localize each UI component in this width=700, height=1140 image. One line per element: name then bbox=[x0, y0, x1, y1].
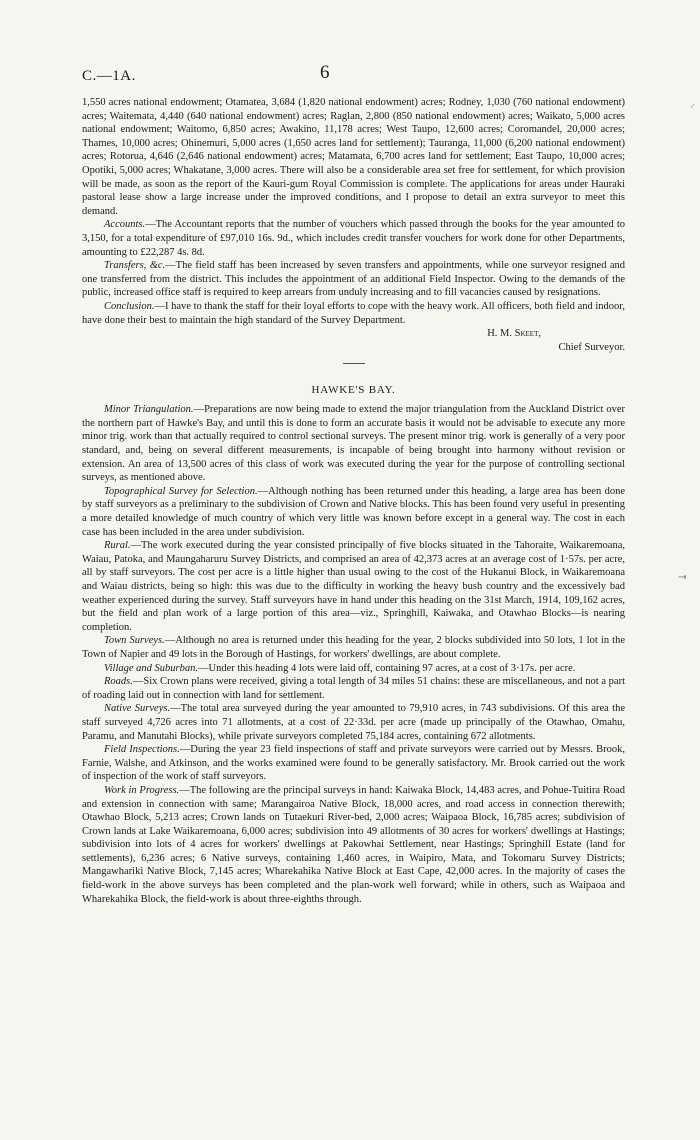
field-inspections-heading: Field Inspections. bbox=[104, 744, 180, 756]
conclusion-text: —I have to thank the staff for their loyal efforts to cope with the heavy work. All officers, both field and indoor, have done their best to maintain the high standard of the Survey Department. bbox=[82, 300, 625, 326]
margin-mark-top: ⸝ bbox=[690, 99, 695, 110]
paragraph-field-inspections bbox=[82, 743, 625, 784]
topographical-heading: Topographical Survey for Selection. bbox=[104, 485, 258, 497]
roads-heading: Roads. bbox=[104, 676, 133, 688]
native-surveys-heading: Native Surveys. bbox=[104, 703, 171, 715]
page-number: 6 bbox=[320, 62, 330, 83]
topographical-text: —Although nothing has been returned under this heading, a large area has been done by staff surveyors as a preliminary to the subdivision of Crown and Native blocks. This has been found very useful in presenting a more detailed knowledge of much country of which very little was known before except in a general way. The cost in each case has been included in the area under subdivision. bbox=[82, 485, 626, 538]
transfers-text: —The field staff has been increased by seven transfers and appointments, while one surveyor resigned and one transferred from the district. This includes the appointment of an additional Field Inspector. Owing to the demands of the public, increased office staff is required to keep arrears from unduly increasing and to fill vacancies caused by resignations. bbox=[82, 260, 626, 299]
native-surveys-text: —The total area surveyed during the year amounted to 79,910 acres, in 743 subdivisions. Of this area the staff surveyed 4,726 acres into 71 allotments, at a cost of 22·33d. per acre (made up principally of the Otawhao, Omahu, Paramu, and Manutahi Blocks), while private surveyors completed 75,184 acres, containing 672 allotments. bbox=[82, 703, 626, 742]
paragraph-village-suburban bbox=[82, 662, 625, 676]
roads-text: —Six Crown plans were received, giving a total length of 34 miles 51 chains: these are miscellaneous, and not a part of roading laid out in connection with land for settlement. bbox=[82, 676, 625, 701]
accounts-text: —The Accountant reports that the number of vouchers which passed through the books for the year amounted to 3,150, for a total expenditure of £97,010 16s. 9d., which includes credit transfer vouchers for work done for other Departments, amounting to £22,287 4s. 8d. bbox=[82, 219, 625, 258]
paragraph-minor-triangulation bbox=[82, 403, 625, 485]
conclusion-heading: Conclusion. bbox=[104, 300, 155, 312]
paragraph-transfers bbox=[82, 259, 625, 300]
rural-text: —The work executed during the year consisted principally of five blocks situated in the Tahoraite, Waikaremoana, Waiau, Patoka, and Maungaharuru Survey Districts, and comprised an area of 42,373 acres at an average cost of 1·57s. per acre, all by staff surveyors. The cost per acre is a little higher than usual owing to the cost of the Hukanui Block, in Waikaremoana and Waiau districts, being so high: this was due to the difficulty in working the heavy bush country and the excessively bad weather experienced during the survey. Staff surveyors have in hand under this heading on the 31st March, 1914, 109,162 acres, but the field and plan work of a large portion of this area—viz., Springhill, Kaiwaka, and Otawhao Blocks—is nearing completion. bbox=[82, 540, 625, 633]
paragraph-native-surveys bbox=[82, 702, 625, 743]
paragraph-roads bbox=[82, 675, 625, 702]
margin-mark-mid: ⇥ bbox=[678, 572, 687, 583]
signature-block bbox=[82, 327, 625, 354]
paragraph-endowment-list: 1,550 acres national endowment; Otamatea, 3,684 (1,820 national endowment) acres; Rodney, 1,030 (760 national endowment) acres; Waitemata, 4,440 (640 national endowment) acres; Raglan, 2,800 (850 national endowment) acres; Waikato, 5,000 acres national endowment; Waitomo, 6,850 acres; Awakino, 11,178 acres; West Taupo, 12,600 acres; Coromandel, 20,000 acres; Thames, 10,000 acres; Ohinemuri, 5,000 acres (1,650 acres land for settlement); Tauranga, 11,000 (6,200 national endowment) acres; Rotorua, 4,646 (2,646 national endowment) acres; Matamata, 6,700 acres land for settlement; East Taupo, 10,000 acres; Opotiki, 5,000 acres; Whakatane, 3,000 acres. There will also be a considerable area set free for settlement, for which provision will be made, as soon as the report of the Kauri-gum Royal Commission is complete. The applications for areas under Hauraki pastoral lease show a large increase under the improved conditions, and I propose to detail an extra surveyor to meet this demand. bbox=[82, 97, 625, 217]
paragraph-accounts bbox=[82, 218, 625, 259]
page-header bbox=[82, 62, 625, 88]
document-reference: C.—1A. bbox=[82, 68, 136, 84]
paragraph-topographical bbox=[82, 485, 625, 539]
paragraph-work-in-progress bbox=[82, 784, 625, 906]
section-title-hawkes-bay: HAWKE'S BAY. bbox=[311, 384, 396, 397]
document-page bbox=[82, 62, 625, 906]
work-in-progress-heading: Work in Progress. bbox=[104, 784, 180, 796]
work-in-progress-text: —The following are the principal surveys in hand: Kaiwaka Block, 14,483 acres, and Pohue-Tuitira Road and extension in connection with same; Marangairoa Native Block, 18,000 acres, and road access in connection therewith; Otawhao Block, 5,213 acres; Crown lands on Tutaekuri River-bed, 2,000 acres; Waipaoa Block, 16,785 acres; subdivision of Crown lands at Lake Waikaremoana, 6,000 acres; subdivision into 49 allotments of 30 acres for workers' dwellings at Hastings; subdivision into lots of 4 acres for workers' dwellings at Pakowhai Settlement, near Hastings; Springhill Estate (land for settlements), 6,236 acres; 6 Native surveys, containing 1,460 acres, in Waipiro, Mata, and Tokomaru Survey Districts; Mangawhariki Native Block, 7,145 acres; Wharekahika Native Block at East Cape, 42,000 acres. In the majority of cases the field-work in the above surveys has been completed and the plan-work well forward; while in others, such as Waipaoa and Wharekahika Block, the field-work is about three-eighths through. bbox=[82, 784, 625, 905]
signature-title: Chief Surveyor. bbox=[558, 341, 625, 353]
village-suburban-text: —Under this heading 4 lots were laid off, containing 97 acres, at a cost of 3·17s. per acre. bbox=[198, 662, 576, 674]
field-inspections-text: —During the year 23 field inspections of staff and private surveyors were carried out by Messrs. Brook, Farnie, Walshe, and Atkinson, and the works examined were found to be generally satisfactory. Mr. Brook carried out the work of inspection of the work of staff surveyors. bbox=[82, 744, 625, 783]
paragraph-town-surveys bbox=[82, 634, 625, 661]
signature-name: H. M. Skeet, bbox=[487, 328, 541, 340]
accounts-heading: Accounts. bbox=[104, 219, 146, 231]
minor-triangulation-text: —Preparations are now being made to extend the major triangulation from the Auckland District over the northern part of Hawke's Bay, and until this is done to form an accurate basis it would not be advisable to execute any more minor trig. work than that actually required to control sectional surveys. The present minor trig. work is generally of a very poor standard, and, being on several different measurements, is incapable of being brought into harmony without revision or extension. An area of 13,500 acres of this class of work was executed during the year for the purpose of controlling sectional surveys, as mentioned above. bbox=[82, 404, 626, 484]
minor-triangulation-heading: Minor Triangulation. bbox=[104, 404, 194, 416]
section-divider bbox=[343, 363, 365, 364]
signature-name-line bbox=[82, 327, 625, 341]
town-surveys-heading: Town Surveys. bbox=[104, 635, 165, 647]
rural-heading: Rural. bbox=[104, 540, 131, 552]
paragraph-rural bbox=[82, 539, 625, 634]
transfers-heading: Transfers, &c. bbox=[104, 260, 166, 272]
town-surveys-text: —Although no area is returned under this heading for the year, 2 blocks subdivided into 50 lots, 1 lot in the Town of Napier and 49 lots in the Borough of Hastings, for workers' dwellings, are about complete. bbox=[82, 635, 625, 660]
paragraph-conclusion bbox=[82, 300, 625, 327]
village-suburban-heading: Village and Suburban. bbox=[104, 662, 199, 674]
